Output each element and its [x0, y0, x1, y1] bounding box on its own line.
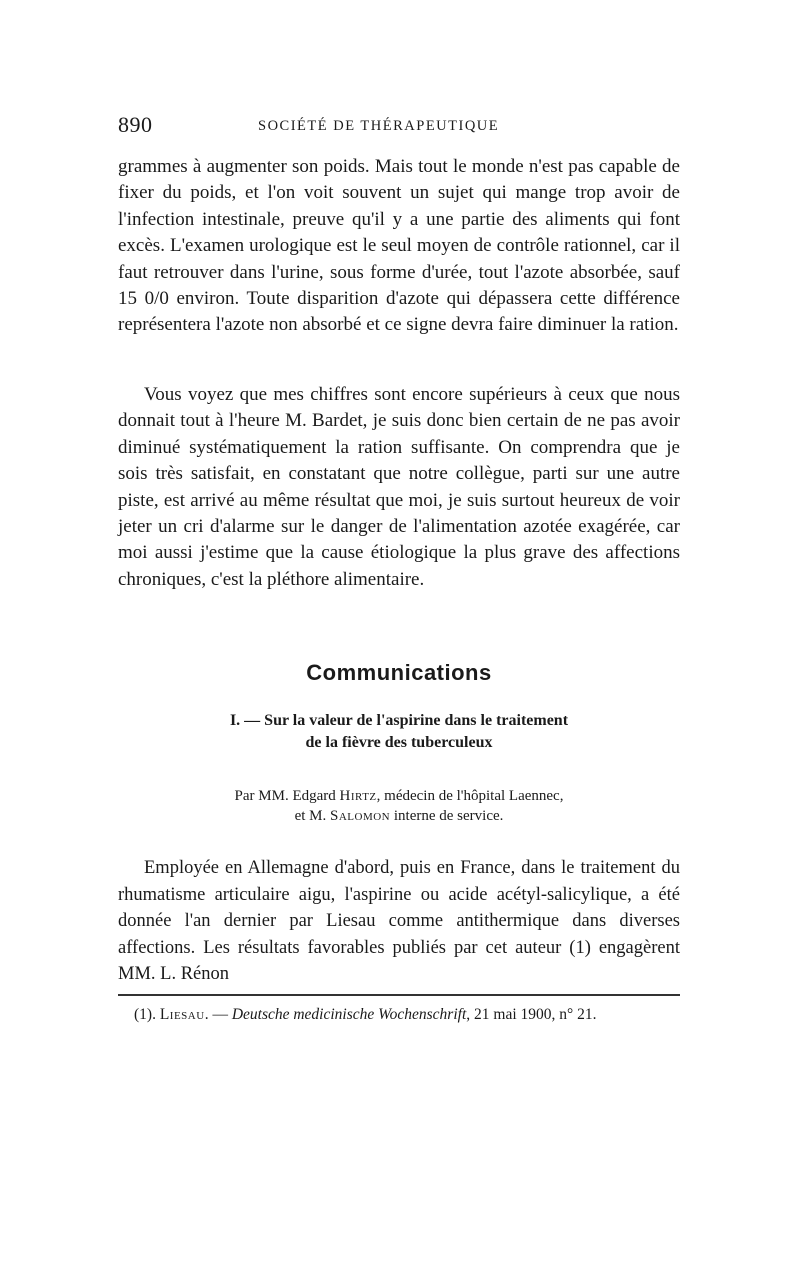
byline-suffix-2: interne de service.	[390, 808, 504, 824]
byline-line-1	[118, 786, 680, 806]
section-heading: Communications	[306, 660, 492, 685]
article-title-line-2: de la fièvre des tuberculeux	[305, 734, 493, 751]
byline-prefix-1: Par MM. Edgard	[234, 788, 340, 804]
footnote-separator: . —	[204, 1006, 232, 1023]
footnote-journal: Deutsche medicinische Wochenschrift	[231, 1006, 467, 1023]
body-paragraph-2: Vous voyez que mes chiffres sont encore supérieurs à ceux que nous donnait tout à l'heure M. Bardet, je suis donc bien certain de ne pas avoir diminué systématiquement la ration suffisante. On comprendra que je sois très satisfait, en constatant que notre collègue, parti sur une autre piste, est arrivé au même résultat que moi, je suis surtout heureux de voir jeter un cri d'alarme sur le danger de l'alimentation azotée exagérée, car moi aussi j'estime que la cause étiologique la plus grave des affections chroniques, c'est la pléthore alimentaire.	[118, 384, 680, 590]
byline-prefix-2: et M.	[294, 808, 330, 824]
running-title: SOCIÉTÉ DE THÉRAPEUTIQUE	[258, 118, 500, 134]
footnote-author: Liesau	[159, 1006, 205, 1023]
page-header	[118, 112, 680, 142]
article-title	[118, 710, 680, 754]
body-paragraph-1: grammes à augmenter son poids. Mais tout le monde n'est pas capable de fixer du poids, et l'on voit souvent un sujet qui mange trop avoir de l'infection intestinale, preuve qu'il y a une partie des aliments qui font excès. L'examen urologique est le seul moyen de contrôle rationnel, car il faut retrouver dans l'urine, sous forme d'urée, tout l'azote absorbée, sauf 15 0/0 environ. Toute disparition d'azote qui dépassera cette différence représentera l'azote non absorbé et ce signe devra faire diminuer la ration.	[118, 156, 680, 336]
footnote	[118, 1004, 680, 1026]
footnote-marker: (1).	[134, 1006, 160, 1023]
page-number: 890	[118, 112, 153, 137]
author-name-2: Salomon	[330, 808, 391, 824]
byline	[118, 786, 680, 826]
byline-suffix-1: , médecin de l'hôpital Laennec,	[376, 788, 564, 804]
byline-line-2	[118, 806, 680, 826]
author-name-1: Hirtz	[339, 788, 377, 804]
body-paragraph-3: Employée en Allemagne d'abord, puis en France, dans le traitement du rhumatisme articulaire aigu, l'aspirine ou acide acétyl-salicylique, a été donnée l'an dernier par Liesau comme antithermique dans diverses affections. Les résultats favorables publiés par cet auteur (1) engagèrent MM. L. Rénon	[118, 858, 680, 985]
article-title-line-1: I. — Sur la valeur de l'aspirine dans le traitement	[229, 712, 569, 729]
footnote-details: , 21 mai 1900, n° 21.	[466, 1006, 597, 1023]
footnote-divider	[118, 994, 680, 996]
